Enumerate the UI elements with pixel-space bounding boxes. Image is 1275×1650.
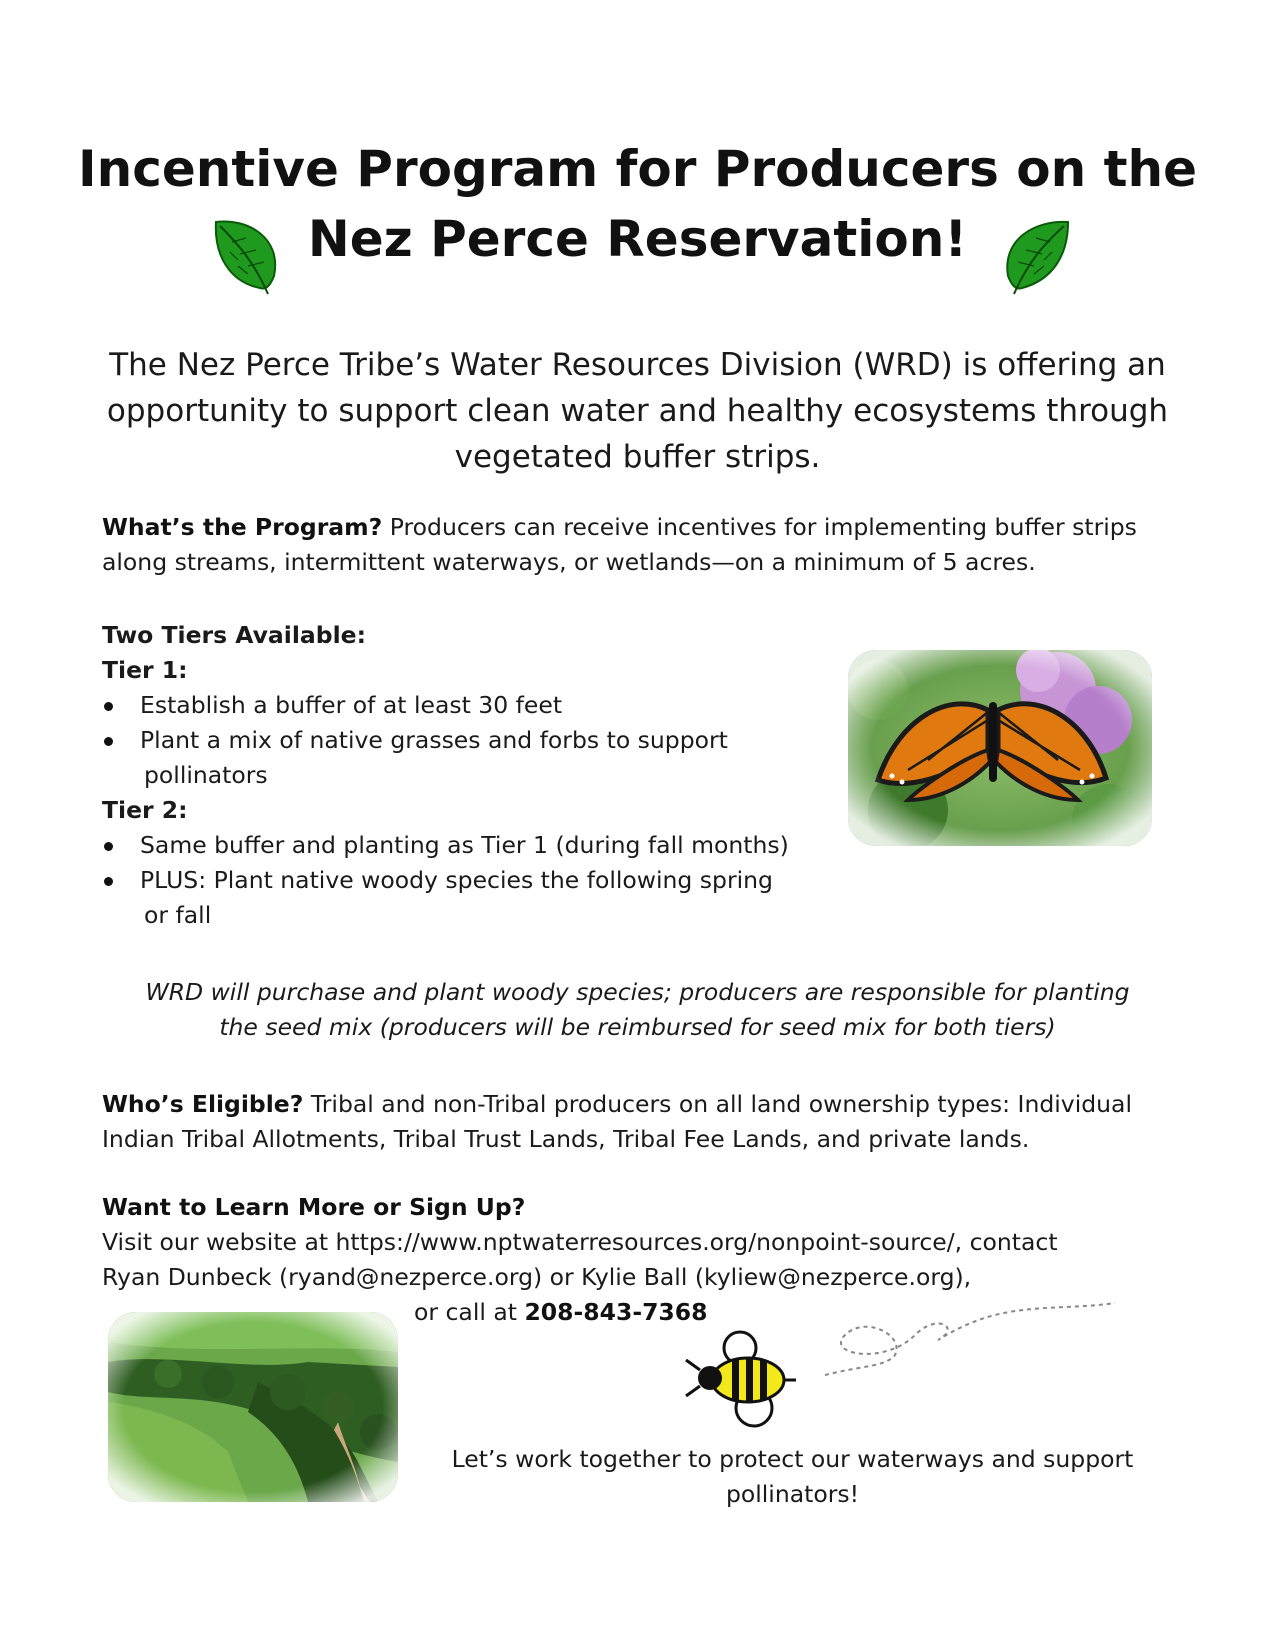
- landscape-photo: [108, 1312, 398, 1502]
- title-line-2: Nez Perce Reservation!: [307, 210, 968, 268]
- tiers-section: [102, 618, 822, 933]
- tier-1-bullet-2-line-2: pollinators: [144, 761, 268, 789]
- leaf-icon: [994, 216, 1074, 296]
- intro-paragraph: [90, 342, 1185, 480]
- tier-2-bullet-1: Same buffer and planting as Tier 1 (during fall months): [140, 831, 789, 859]
- bullet-icon: [104, 842, 113, 851]
- tier-2-bullet-2-line-2: or fall: [144, 901, 212, 929]
- title-line-1: Incentive Program for Producers on the: [78, 140, 1197, 198]
- closing-line-2: pollinators!: [725, 1480, 860, 1508]
- program-heading: What’s the Program?: [102, 513, 383, 541]
- bullet-icon: [104, 877, 113, 886]
- program-text: Producers can receive incentives for implementing buffer strips along streams, intermittent waterways, or wetlands—on a minimum of 5 acres.: [102, 513, 1137, 576]
- list-item: [102, 828, 822, 863]
- phone-number: 208-843-7368: [524, 1298, 708, 1326]
- note-line-1: WRD will purchase and plant woody species; producers are responsible for planting: [145, 978, 1130, 1006]
- note-paragraph: [110, 975, 1165, 1045]
- tier-1-bullet-1: Establish a buffer of at least 30 feet: [140, 691, 563, 719]
- closing-line-1: Let’s work together to protect our waterways and support: [451, 1445, 1134, 1473]
- list-item: [102, 688, 822, 723]
- learn-more-heading: Want to Learn More or Sign Up?: [102, 1193, 526, 1221]
- intro-line-1: The Nez Perce Tribe’s Water Resources Division (WRD) is offering an: [109, 347, 1166, 383]
- eligible-heading: Who’s Eligible?: [102, 1090, 304, 1118]
- tier-2-bullet-2-line-1: PLUS: Plant native woody species the following spring: [140, 866, 773, 894]
- bullet-icon: [104, 702, 113, 711]
- page-title: [0, 134, 1275, 274]
- bullet-icon: [104, 737, 113, 746]
- tier-1-label: Tier 1:: [102, 656, 188, 684]
- note-line-2: the seed mix (producers will be reimbursed for seed mix for both tiers): [219, 1013, 1056, 1041]
- eligible-section: [102, 1087, 1197, 1157]
- leaf-icon: [208, 216, 286, 296]
- list-item: [102, 723, 822, 793]
- tier-2-list: [102, 828, 822, 933]
- call-prefix: or call at: [414, 1298, 525, 1326]
- bee-icon: [680, 1330, 800, 1430]
- tiers-heading: Two Tiers Available:: [102, 621, 366, 649]
- closing-paragraph: [430, 1442, 1155, 1512]
- learn-more-line-2: Ryan Dunbeck (ryand@nezperce.org) or Kylie Ball (kyliew@nezperce.org),: [102, 1263, 972, 1291]
- bee-trail-icon: [825, 1295, 1125, 1385]
- intro-line-2: opportunity to support clean water and healthy ecosystems through: [106, 393, 1169, 429]
- tier-2-label: Tier 2:: [102, 796, 188, 824]
- learn-more-line-1: Visit our website at https://www.nptwaterresources.org/nonpoint-source/, contact: [102, 1228, 1058, 1256]
- program-section: [102, 510, 1192, 580]
- tier-1-bullet-2-line-1: Plant a mix of native grasses and forbs to support: [140, 726, 728, 754]
- intro-line-3: vegetated buffer strips.: [454, 439, 821, 475]
- tier-1-list: [102, 688, 822, 793]
- list-item: [102, 863, 822, 933]
- eligible-text: Tribal and non-Tribal producers on all land ownership types: Individual Indian Tribal Allotments, Tribal Trust Lands, Tribal Fee Lands, and private lands.: [102, 1090, 1132, 1153]
- butterfly-photo: [848, 650, 1152, 846]
